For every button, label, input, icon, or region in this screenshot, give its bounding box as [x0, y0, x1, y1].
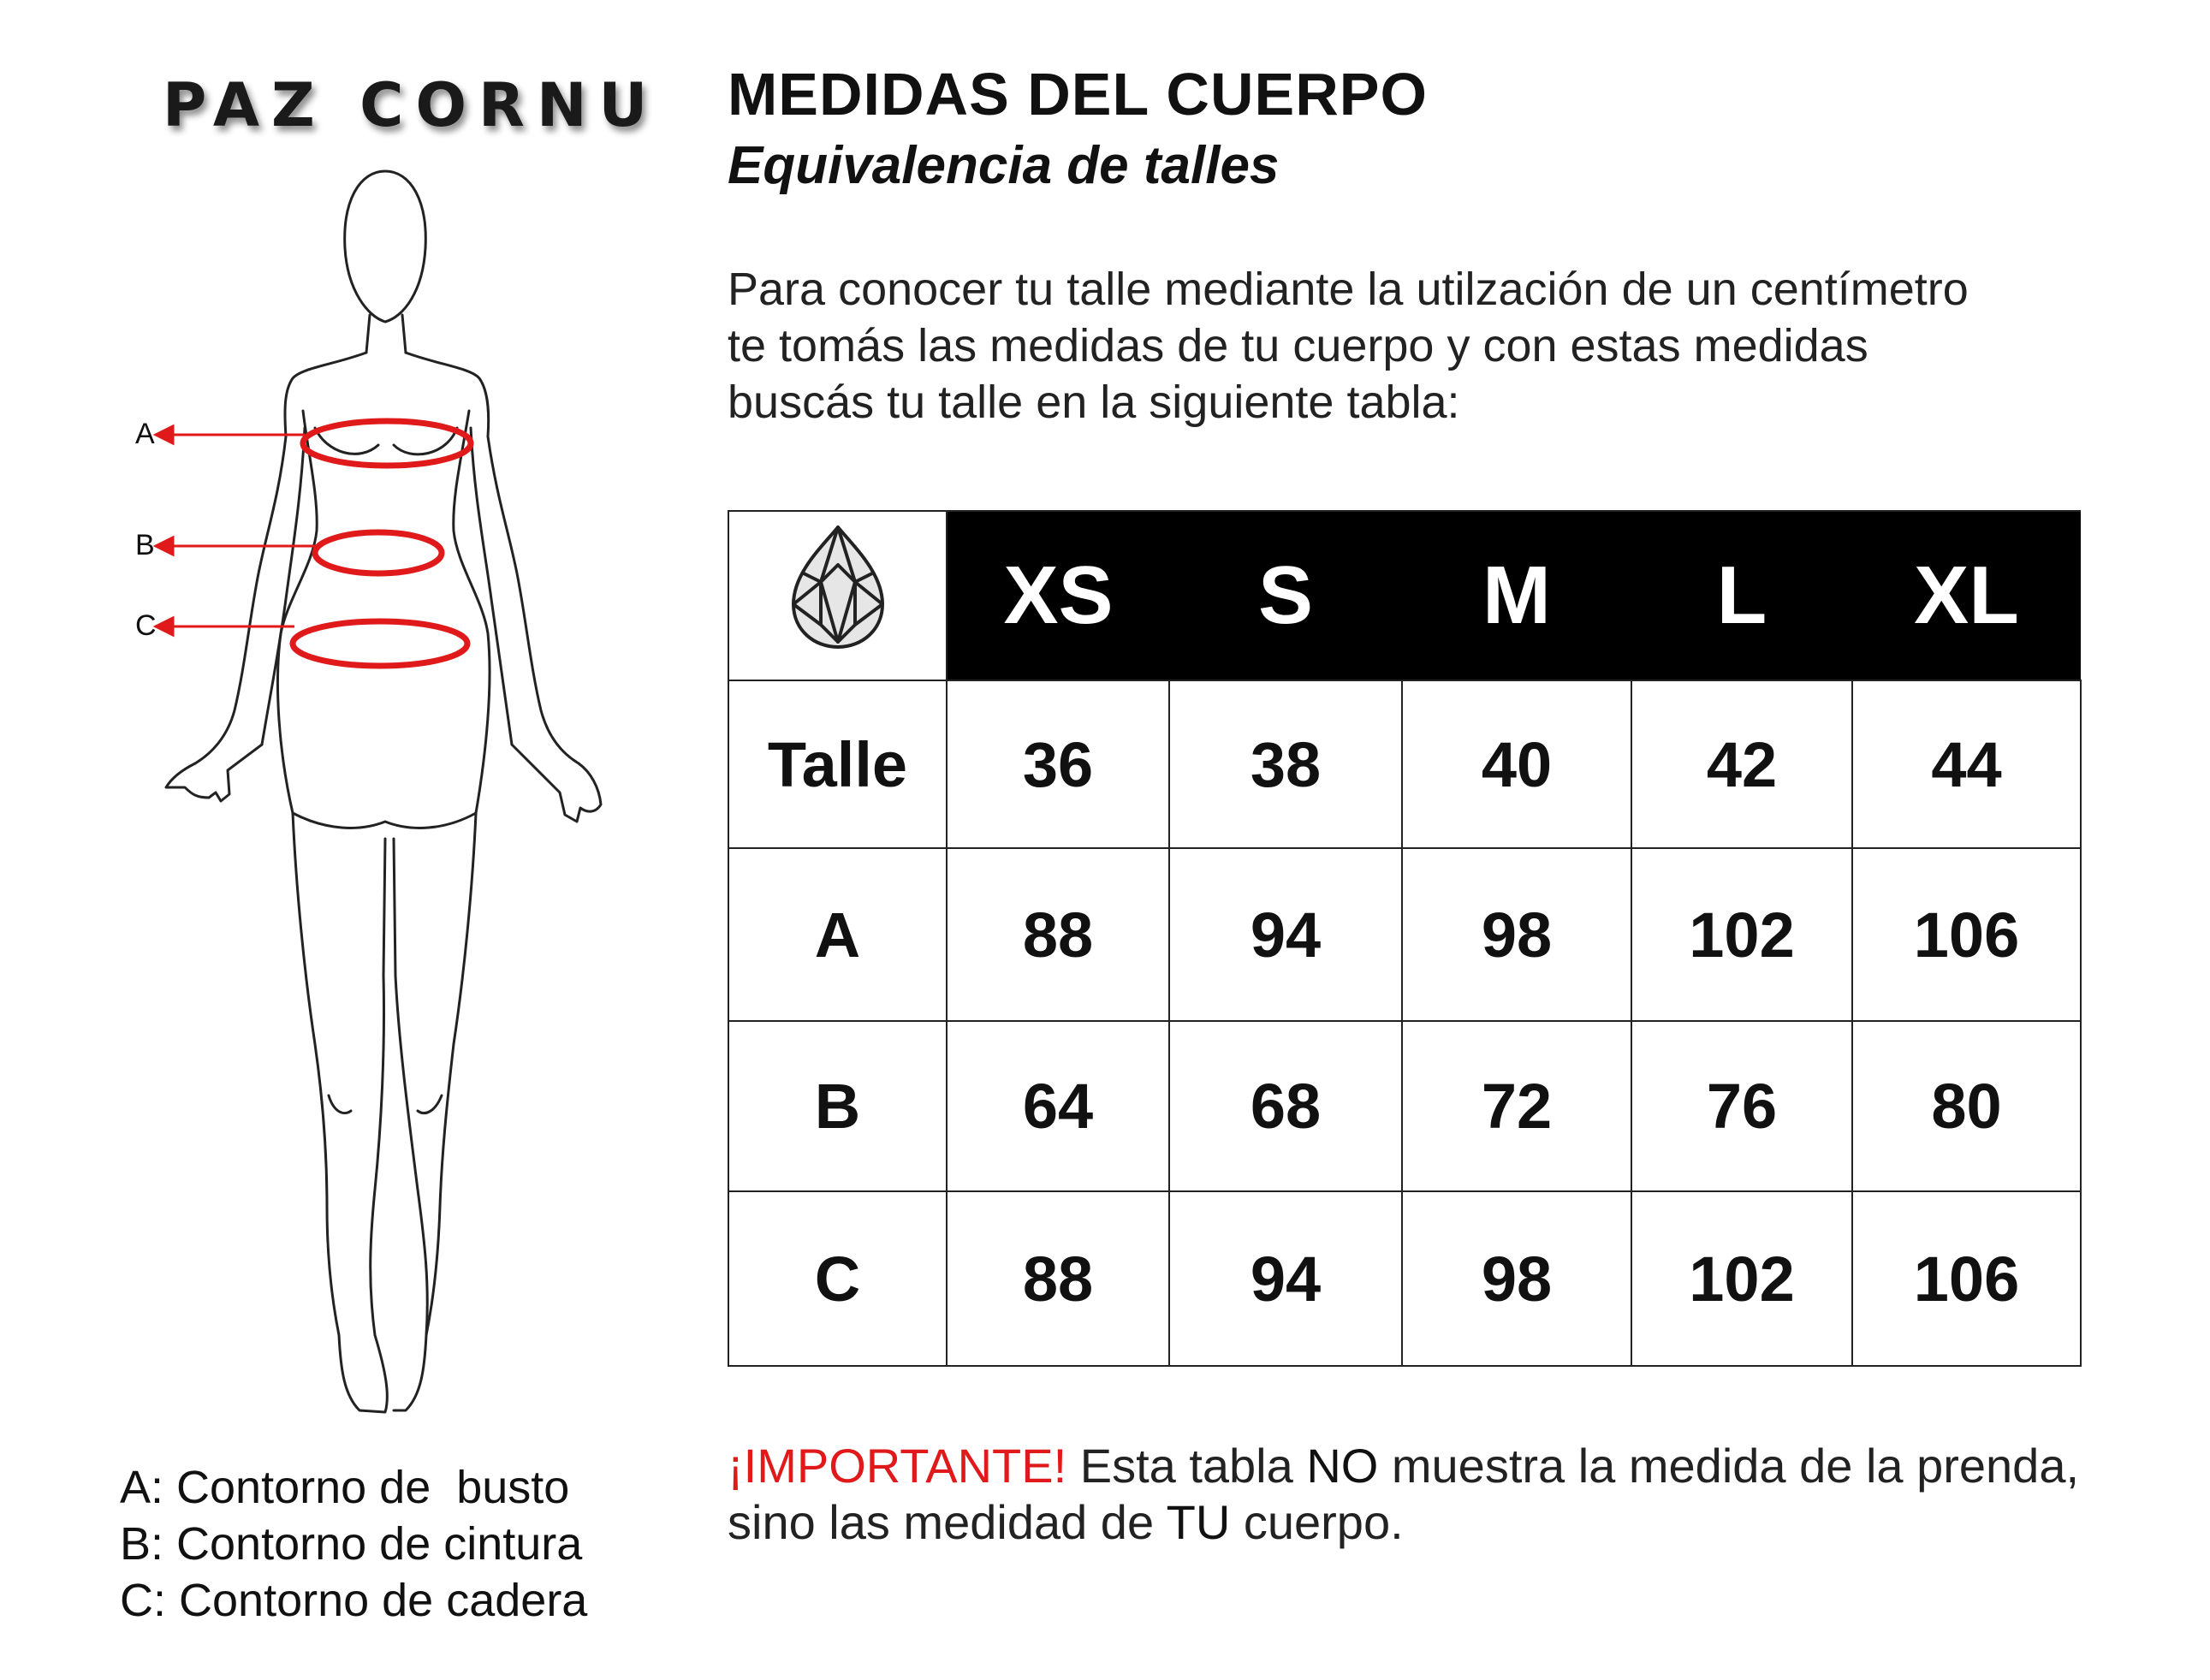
size-table	[728, 510, 2082, 1367]
page-title: MEDIDAS DEL CUERPO	[728, 61, 1428, 128]
header-icon-cell	[728, 511, 947, 680]
important-line-1	[728, 1438, 2079, 1494]
note-emphasis-no: NO	[1306, 1439, 1379, 1493]
table-cell: 102	[1631, 848, 1852, 1021]
row-label: C	[728, 1191, 947, 1366]
legend-item-waist: B: Contorno de cintura	[120, 1518, 583, 1570]
marker-b: B	[135, 529, 155, 561]
gem-icon	[787, 522, 889, 650]
size-header-m: M	[1402, 511, 1631, 680]
table-cell: 44	[1852, 680, 2081, 848]
table-cell: 36	[947, 680, 1169, 848]
table-cell: 76	[1631, 1021, 1852, 1191]
table-cell: 42	[1631, 680, 1852, 848]
table-cell: 106	[1852, 1191, 2081, 1366]
intro-line: te tomás las medidas de tu cuerpo y con estas medidas	[728, 320, 1868, 371]
size-header-row	[728, 511, 2081, 680]
table-cell: 94	[1169, 848, 1402, 1021]
table-cell: 38	[1169, 680, 1402, 848]
note-emphasis-tu: TU	[1166, 1495, 1231, 1549]
table-row	[728, 1021, 2081, 1191]
table-cell: 40	[1402, 680, 1631, 848]
table-row	[728, 848, 2081, 1021]
table-cell: 102	[1631, 1191, 1852, 1366]
intro-line: Para conocer tu talle mediante la utilzación de un centímetro	[728, 264, 1969, 315]
table-cell: 64	[947, 1021, 1169, 1191]
table-cell: 72	[1402, 1021, 1631, 1191]
important-note	[728, 1438, 2079, 1551]
legend-item-hip: C: Contorno de cadera	[120, 1575, 588, 1626]
hip-ring	[293, 621, 467, 666]
size-header-l: L	[1631, 511, 1852, 680]
marker-a: A	[135, 418, 155, 450]
size-header-s: S	[1169, 511, 1402, 680]
measurement-legend	[120, 1459, 587, 1629]
body-figure-illustration	[103, 154, 633, 1438]
table-cell: 88	[947, 848, 1169, 1021]
table-cell: 98	[1402, 1191, 1631, 1366]
important-label: ¡IMPORTANTE!	[728, 1439, 1067, 1493]
note-text: Esta tabla	[1066, 1439, 1307, 1493]
table-row	[728, 680, 2081, 848]
table-row	[728, 1191, 2081, 1366]
note-text: cuerpo.	[1230, 1495, 1404, 1549]
table-cell: 88	[947, 1191, 1169, 1366]
row-label: A	[728, 848, 947, 1021]
intro-paragraph	[728, 261, 1969, 430]
size-header-xl: XL	[1852, 511, 2081, 680]
waist-ring	[315, 532, 442, 573]
marker-c: C	[135, 609, 157, 642]
table-cell: 106	[1852, 848, 2081, 1021]
note-text: muestra la medida de la prenda,	[1378, 1439, 2080, 1493]
row-label: B	[728, 1021, 947, 1191]
legend-item-bust: A: Contorno de busto	[120, 1462, 570, 1513]
size-header-xs: XS	[947, 511, 1169, 680]
brand-logo: PAZ CORNU	[163, 70, 660, 140]
important-line-2	[728, 1494, 2079, 1551]
table-cell: 68	[1169, 1021, 1402, 1191]
table-cell: 94	[1169, 1191, 1402, 1366]
note-text: sino las medidad de	[728, 1495, 1167, 1549]
page-subtitle: Equivalencia de talles	[728, 136, 1280, 195]
row-label: Talle	[728, 680, 947, 848]
table-cell: 80	[1852, 1021, 2081, 1191]
table-cell: 98	[1402, 848, 1631, 1021]
intro-line: buscás tu talle en la siguiente tabla:	[728, 377, 1460, 428]
